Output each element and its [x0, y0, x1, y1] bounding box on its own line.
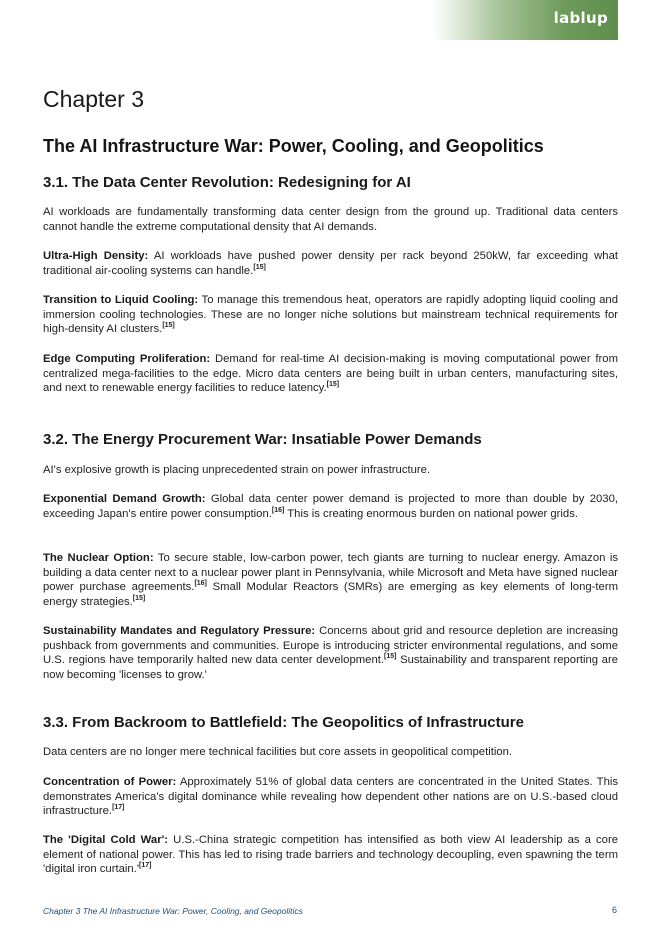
chapter-label: Chapter 3	[43, 86, 145, 112]
list-item	[43, 492, 618, 521]
list-item	[43, 352, 618, 396]
item-term: The Nuclear Option:	[43, 552, 154, 564]
citation[interactable]: [16]	[271, 506, 285, 514]
list-item	[43, 249, 618, 278]
item-term: Edge Computing Proliferation:	[43, 353, 211, 365]
list-item	[43, 624, 618, 682]
list-item	[43, 551, 618, 609]
item-term: Exponential Demand Growth:	[43, 493, 206, 505]
section-intro: Data centers are no longer mere technical facilities but core assets in geopolitical competition.	[43, 746, 513, 758]
item-text: This is creating enormous burden on national power grids.	[284, 507, 579, 520]
lablup-logo: lablup	[553, 9, 608, 27]
item-text: Sustainability and transparent reporting are now becoming 'licenses to grow.'	[43, 654, 619, 681]
page-number: 6	[612, 905, 618, 915]
citation[interactable]: [15]	[253, 263, 266, 271]
citation[interactable]: [17]	[139, 862, 152, 870]
item-text: AI workloads have pushed power density per rack beyond 250kW, far exceeding what traditional air-cooling systems can handle.	[43, 250, 619, 277]
item-text: To manage this tremendous heat, operators are rapidly adopting liquid cooling and immersion cooling technologies. These are no longer niche solutions but mainstream technical requirements for high-density AI clusters.	[43, 294, 619, 336]
item-text: Global data center power demand is projected to more than double by 2030, exceeding Japan's entire power consumption.	[43, 493, 618, 520]
list-item	[43, 293, 618, 337]
citation[interactable]: [15]	[384, 653, 397, 661]
citation[interactable]: [15]	[162, 322, 175, 330]
section-intro: AI's explosive growth is placing unprecedented strain on power infrastructure.	[43, 464, 431, 476]
list-item	[43, 775, 618, 819]
footer-chapter-title: Chapter 3 The AI Infrastructure War: Power, Cooling, and Geopolitics	[43, 906, 303, 916]
section-heading: 3.3. From Backroom to Battlefield: The Geopolitics of Infrastructure	[43, 714, 524, 731]
item-term: Ultra-High Density:	[43, 250, 149, 262]
section-heading: 3.1. The Data Center Revolution: Redesigning for AI	[43, 174, 411, 191]
list-item	[43, 833, 618, 877]
logo-banner	[433, 0, 618, 40]
citation[interactable]: [16]	[194, 580, 207, 588]
item-text: Small Modular Reactors (SMRs) are emerging as key elements of long-term energy strategies.	[43, 581, 618, 608]
item-text: Demand for real-time AI decision-making is moving computational power from centralized mega-facilities to the edge. Micro data centers are being built in urban centers, manufacturing sites, and next to renewable energy facilities to reduce latency.	[43, 353, 618, 395]
item-term: The 'Digital Cold War':	[43, 834, 169, 846]
section-intro: AI workloads are fundamentally transforming data center design from the ground up. Traditional data centers cannot handle the extreme computational density that AI demands.	[43, 206, 618, 233]
citation[interactable]: [17]	[112, 804, 125, 812]
section-heading: 3.2. The Energy Procurement War: Insatiable Power Demands	[43, 431, 482, 448]
item-term: Transition to Liquid Cooling:	[43, 294, 199, 306]
item-text: U.S.-China strategic competition has intensified as both view AI leadership as a core element of national power. This has led to rising trade barriers and technology decoupling, even spawning the term 'digital iron curtain.'	[43, 834, 618, 876]
citation[interactable]: [15]	[326, 381, 340, 389]
citation[interactable]: [15]	[132, 595, 146, 603]
item-term: Sustainability Mandates and Regulatory Pressure:	[43, 625, 316, 637]
item-text: To secure stable, low-carbon power, tech giants are turning to nuclear energy. Amazon is building a data center next to a nuclear power plant in Pennsylvania, while Microsoft and Meta have signed nuclear power purchase agreements.	[43, 552, 618, 594]
item-text: Approximately 51% of global data centers are concentrated in the United States. This demonstrates America's digital dominance while revealing how dependent other nations are on U.S.-based cloud infrastructure.	[43, 776, 619, 818]
item-term: Concentration of Power:	[43, 776, 177, 788]
item-text: Concerns about grid and resource depletion are increasing pushback from governments and communities. Europe is introducing stricter environmental regulations, and some U.S. regions have temporarily halted new data center development.	[43, 625, 618, 667]
page-title: The AI Infrastructure War: Power, Cooling, and Geopolitics	[43, 136, 544, 156]
